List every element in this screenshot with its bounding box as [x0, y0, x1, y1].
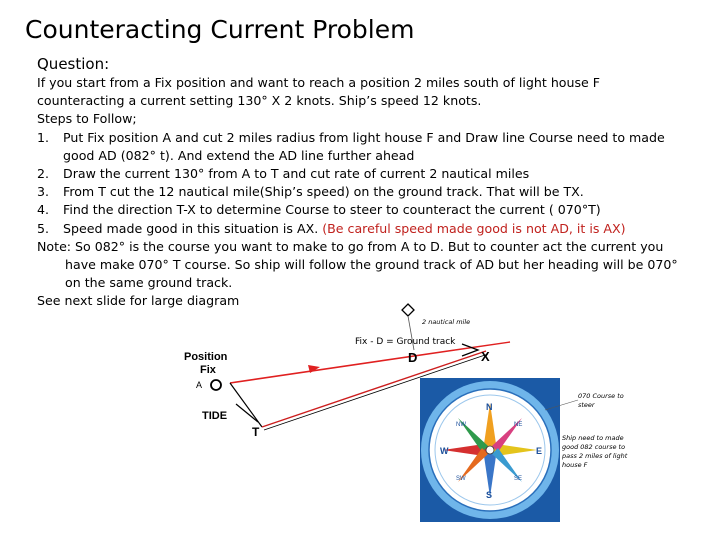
current-line: [230, 383, 262, 427]
steps-heading: Steps to Follow;: [37, 111, 137, 127]
ground-track-arrow-icon: [308, 365, 320, 373]
point-d-label: D: [408, 350, 418, 365]
see-next-text: See next slide for large diagram: [37, 293, 240, 309]
intro-line: If you start from a Fix position and want to reach a position 2 miles south of light house F counteracting a current setting 130° X 2 knots. Ship’s speed 12 knots.: [37, 75, 601, 109]
step-number: 3.: [37, 184, 50, 200]
step-3: [37, 183, 687, 201]
compass-e-label: E: [536, 446, 543, 456]
compass-sw-label: SW: [456, 476, 466, 482]
ship-annotation-line-1: Ship need to made: [562, 434, 624, 442]
step-5: [37, 220, 687, 238]
compass-ne-label: NE: [514, 422, 523, 428]
ship-annotation: [561, 434, 629, 469]
tide-label: TIDE: [202, 410, 228, 422]
step-number: 2.: [37, 166, 50, 182]
fix-label: Fix: [200, 364, 216, 376]
step-text: Find the direction T-X to determine Course to steer to counteract the current ( 070°T): [63, 202, 601, 218]
step-4: [37, 201, 687, 219]
step-text: Draw the current 130° from A to T and cut rate of current 2 nautical miles: [63, 166, 530, 182]
step-text: Put Fix position A and cut 2 miles radius from light house F and Draw line Course need to made good AD (082° t). And extend the AD line further ahead: [63, 129, 665, 163]
compass-se-label: SE: [514, 476, 523, 482]
step-5-warning: (Be careful speed made good is not AD, it is AX): [322, 220, 626, 236]
position-label: Position: [184, 351, 228, 363]
slide-title: Counteracting Current Problem: [25, 15, 415, 44]
step-number: 5.: [37, 220, 50, 236]
radius-label: 2 nautical mile: [422, 318, 471, 326]
step-number: 4.: [37, 202, 50, 218]
compass-s-label: S: [486, 490, 493, 500]
lighthouse-icon: [402, 304, 414, 316]
ship-annotation-line-2: good 082 course to: [562, 443, 626, 451]
course-annotation: [578, 392, 626, 409]
ground-track-label: Fix - D = Ground track: [355, 337, 456, 347]
question-label: Question:: [37, 55, 110, 73]
step-2: [37, 165, 687, 183]
step-text: From T cut the 12 nautical mile(Ship’s speed) on the ground track. That will be TX.: [63, 184, 584, 200]
course-annotation-line-2: steer: [578, 401, 595, 409]
step-1: [37, 129, 687, 165]
ship-annotation-line-3: pass 2 miles of light: [562, 452, 628, 460]
course-annotation-line-1: 070 Course to: [578, 392, 624, 400]
point-t-label: T: [252, 425, 260, 439]
step-text: [63, 220, 687, 238]
point-a-label: A: [196, 380, 203, 390]
compass-nw-label: NW: [456, 422, 466, 428]
compass-w-label: W: [440, 446, 449, 456]
step-number: 1.: [37, 129, 50, 145]
compass-n-label: N: [486, 402, 493, 412]
step-5-text: Speed made good in this situation is AX.: [63, 220, 323, 236]
ship-annotation-line-4: house F: [562, 461, 588, 469]
fix-position-icon: [211, 380, 221, 390]
note-text: Note: So 082° is the course you want to make to go from A to D. But to counter act the current you have make 070° T course. So ship will follow the ground track of AD but her heading will be 070° on the same ground track.: [37, 238, 678, 291]
slide-body: [37, 74, 687, 311]
point-x-label: X: [481, 349, 490, 364]
navigation-diagram: [0, 300, 720, 540]
